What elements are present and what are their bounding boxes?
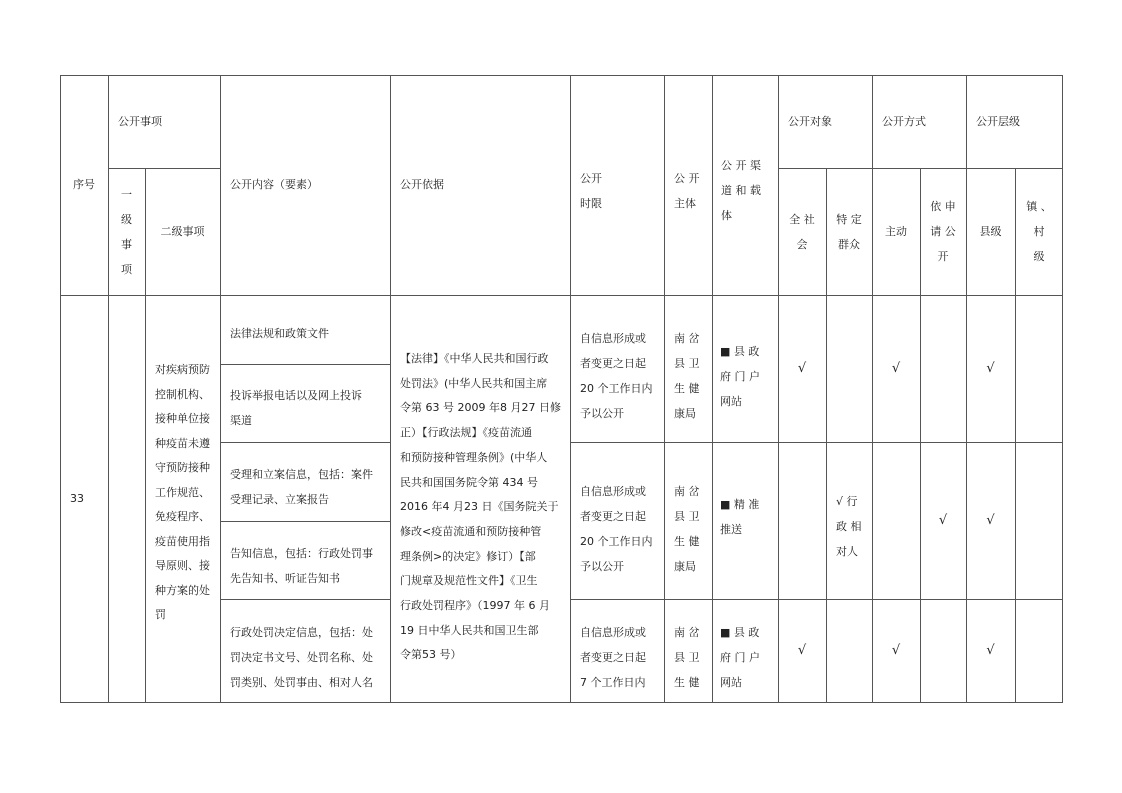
check-audience-specific: √ 行 政 相 对人 — [836, 495, 862, 558]
channel-cell: ■ 县 政 府 门 户 网站 — [720, 626, 760, 689]
check-level-town — [1015, 599, 1063, 702]
row-basis: 【法律】《中华人民共和国行政 处罚法》(中华人民共和国主席 令第 63 号 2009 年8 月27 日修 正）【行政法规】《疫苗流通 和预防接种管理条例》(中华人 民共和国国务院令第 434 号 2016 年4 月23 日《国务院关于 修改<疫苗流通和预防接种管 理条例>的决定》修订）【部 门规章及规范性文件】《卫生 行政处罚程序》（1997 年 6 月 19 日中华人民共和国卫生部 令第53 号） — [400, 352, 561, 662]
check-level-county: √ — [986, 360, 995, 376]
header-method-active: 主动 — [885, 224, 907, 238]
content-item: 法律法规和政策文件 — [230, 327, 329, 340]
channel-cell: ■ 精 准 推送 — [720, 498, 760, 536]
content-item: 行政处罚决定信息，包括：处 罚决定书文号、处罚名称、处 罚类别、处罚事由、相对人名 — [230, 626, 373, 689]
header-timelimit: 公开 时限 — [580, 172, 602, 210]
subject-cell: 南 岔 县 卫 生 健 康局 — [674, 485, 700, 573]
header-method-apply: 依 申 请 公 开 — [930, 200, 956, 263]
header-level-county: 县级 — [979, 224, 1002, 238]
disclosure-table — [60, 75, 1063, 703]
header-basis: 公开依据 — [400, 178, 444, 191]
timelimit-cell: 自信息形成或 者变更之日起 20 个工作日内 予以公开 — [580, 485, 653, 573]
check-audience-all: √ — [797, 642, 807, 658]
timelimit-cell: 自信息形成或 者变更之日起 7 个工作日内 — [580, 626, 646, 689]
subject-cell: 南 岔 县 卫 生 健 康局 — [674, 332, 700, 420]
header-level-group: 公开层级 — [976, 114, 1020, 128]
check-method-active: √ — [891, 360, 901, 376]
content-item: 受理和立案信息，包括：案件 受理记录、立案报告 — [230, 468, 373, 506]
header-audience-group: 公开对象 — [788, 114, 832, 128]
row-item2: 对疾病预防 控制机构、 接种单位接 种疫苗未遵 守预防接种 工作规范、 免疫程序、 疫苗使用指 导原则、接 种方案的处 罚 — [155, 363, 210, 621]
header-items-group: 公开事项 — [118, 114, 162, 128]
check-method-apply — [920, 295, 966, 442]
header-content: 公开内容（要素） — [230, 178, 318, 191]
check-method-apply — [920, 599, 966, 702]
grid-line — [60, 702, 1063, 703]
check-audience-specific — [826, 599, 872, 702]
check-method-active — [872, 442, 920, 599]
header-level1: 一 级 事 项 — [121, 187, 132, 276]
header-level2: 二级事项 — [160, 224, 205, 238]
header-audience-specific: 特 定 群众 — [836, 212, 862, 251]
row-seq: 33 — [70, 491, 84, 505]
check-audience-all: √ — [797, 360, 807, 376]
content-item: 投诉举报电话以及网上投诉 渠道 — [230, 389, 362, 427]
channel-cell: ■ 县 政 府 门 户 网站 — [720, 345, 760, 408]
header-subject: 公 开 主体 — [674, 172, 700, 210]
header-channel: 公 开 渠 道 和 载 体 — [721, 159, 761, 222]
timelimit-cell: 自信息形成或 者变更之日起 20 个工作日内 予以公开 — [580, 332, 653, 420]
header-seq: 序号 — [73, 178, 95, 191]
check-level-county: √ — [986, 512, 995, 528]
content-item: 告知信息，包括：行政处罚事 先告知书、听证告知书 — [230, 547, 373, 585]
header-level-town: 镇 、 村 级 — [1026, 200, 1052, 263]
header-method-group: 公开方式 — [882, 114, 926, 128]
check-audience-specific — [826, 295, 872, 442]
check-audience-all — [778, 442, 826, 599]
header-audience-all: 全 社 会 — [789, 212, 815, 251]
subject-cell: 南 岔 县 卫 生 健 — [674, 626, 700, 689]
check-method-active: √ — [891, 642, 901, 658]
check-level-town — [1015, 295, 1063, 442]
check-method-apply: √ — [938, 512, 948, 528]
check-level-county: √ — [986, 642, 995, 658]
check-level-town — [1015, 442, 1063, 599]
